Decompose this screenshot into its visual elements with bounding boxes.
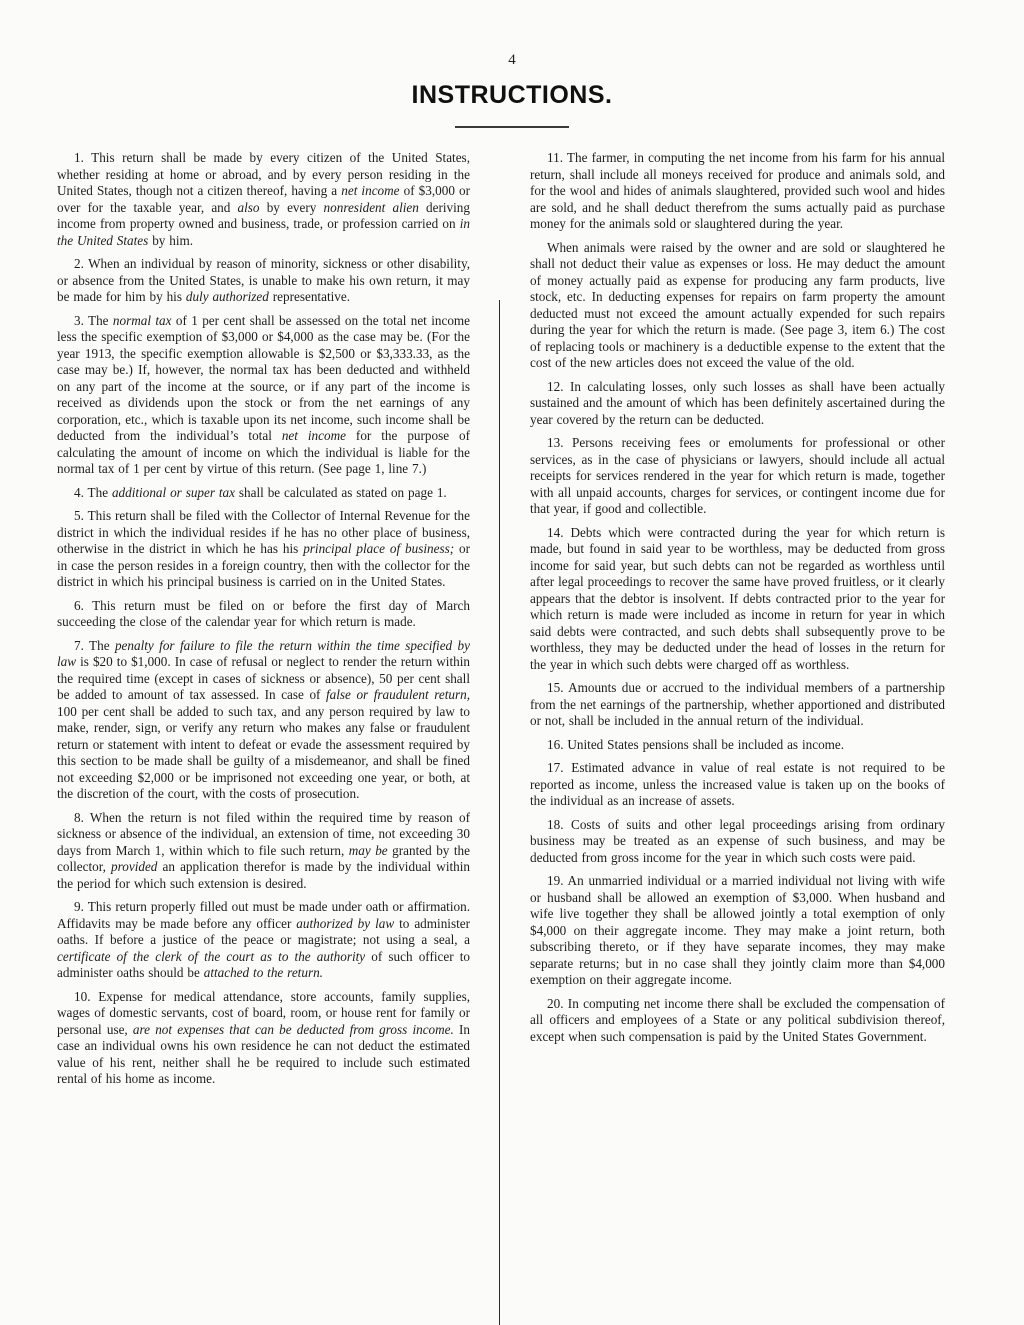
text-run: to administer oaths. If before a justice of the peace or magistrate; not using a seal, a [57,915,470,947]
text-run: 4. The [74,484,112,500]
text-run: 10. Expense for medical attendance, store accounts, family supplies, wages of domestic servants, cost of board, room, or house rent for family or personal use, [57,988,470,1037]
paragraph [57,508,470,591]
text-run: 7. The [74,637,115,653]
paragraph [530,525,945,674]
italic-text-run: additional or super tax [111,484,236,500]
paragraph [57,485,470,502]
paragraph [57,598,470,631]
text-run: by him. [148,232,194,248]
paragraph [57,638,470,803]
italic-text-run: false or fraudulent return, [325,687,470,702]
text-run: 19. An unmarried individual or a married individual not living with wife or husband shall be allowed an exemption of $3,000. When husband and wife live together they shall be allowed jointly a total exemption of only $4,000 on their aggregate income. They may make a joint return, both subscribing thereto, or if they have separate incomes, they may make separate returns; but in no case shall they jointly claim more than $4,000 exemption on their aggregate income. [530,873,945,987]
italic-text-run: authorized by law [296,915,395,931]
text-run: 12. In calculating losses, only such losses as shall have been actually sustained and the amount of which has been definitely ascertained during the year covered by the return can be deducted. [530,378,945,427]
page-title: INSTRUCTIONS. [411,81,613,109]
paragraph [530,379,945,429]
paragraph [530,150,945,233]
text-run: 18. Costs of suits and other legal proceedings arising from ordinary business may be treated as an expense of such business, and may be deducted from gross income for the year in which such costs were paid. [530,816,945,865]
text-run: 100 per cent shall be added to such tax, and any person required by law to make, render, sign, or verify any return who makes any false or fraudulent return or statement with intent to defeat or evade the assessment required by this section to be made shall be guilty of a misdemeanor, and shall be fined not exceeding $2,000 or be imprisoned not exceeding one year, or both, at the discretion of the court, with the costs of prosecution. [57,703,470,801]
text-run: of such officer to administer oaths should be [57,948,470,980]
text-run: 17. Estimated advance in value of real estate is not required to be reported as income, unless the increased value is taken up on the books of the individual as an increase of assets. [530,760,945,808]
two-column-body [0,150,1024,1095]
right-column [530,150,945,1052]
text-run: 11. The farmer, in computing the net income from his farm for his annual return, shall include all moneys received for produce and animals sold, and for the wool and hides of animals slaughtered, provided such wool and hides are sold, and he shall deduct therefrom the sums actually paid as purchase money for the animals sold or slaughtered during the year. [530,150,945,231]
italic-text-run: certificate of the clerk of the court as to the authority [57,948,366,964]
text-run: shall be calculated as stated on page 1. [235,484,447,500]
text-run: or in case the person resides in a foreign country, then with the collector for the district in which his principal business is carried on in the United States. [57,541,471,589]
italic-text-run: net income [281,428,346,443]
italic-text-run: nonresident alien [323,199,419,215]
text-run: 1. This return shall be made by every citizen of the United States, whether residing at home or abroad, and by every person residing in the United States, though not a citizen thereof, having a [57,150,470,198]
text-run: is $20 to $1,000. In case of refusal or neglect to render the return within the required time (except in cases of sickness or absence), 50 per cent shall be added to amount of tax assessed. In case of [57,654,470,702]
paragraph [57,810,470,893]
text-run: 20. In computing net income there shall be excluded the compensation of all officers and employees of a State or any political subdivision thereof, except when such compensation is paid by the United States Government. [530,995,945,1044]
text-run: When animals were raised by the owner and are sold or slaughtered he shall not deduct their value as expenses or loss. He may deduct the amount of money actually paid as expense for producing any farm products, live stock, etc. In deducting expenses for repairs on farm property the amount deducted must not exceed the amount actually expended for such repairs during the year for which the return is made. (See page 3, item 6.) The cost of replacing tools or machinery is a deductible expense to the extent that the cost of the new articles does not exceed the value of the old. [530,239,945,370]
paragraph [530,737,945,754]
paragraph [57,899,470,982]
italic-text-run: duly authorized [185,289,269,304]
text-run: 16. United States pensions shall be included as income. [547,736,845,752]
paragraph [530,817,945,867]
italic-text-run: in the United States [57,216,470,248]
paragraph [530,760,945,810]
italic-text-run: penalty for failure to file the return within the time specified by law [57,637,470,669]
text-run: 2. When an individual by reason of minority, sickness or other disability, or absence from the United States, is unable to make his own return, it may be made for him by his [57,256,470,304]
text-run: granted by the collector, [57,842,470,874]
text-run: 5. This return shall be filed with the Collector of Internal Revenue for the district in which the individual resides if he has no other place of business, otherwise in the district in which he has his [57,508,470,556]
title-rule [455,126,569,128]
paragraph [530,240,945,372]
text-run: 13. Persons receiving fees or emoluments for professional or other services, as in the case of physicians or lawyers, should include all actual receipts for services rendered in the year for which return is made, together with all unpaid accounts, charges for services, or contingent income due for that year, if good and collectible. [530,435,945,516]
text-run: deriving income from property owned and business, trade, or profession carried on [57,199,470,231]
paragraph [57,150,470,249]
paragraph [530,996,945,1046]
italic-text-run: attached to the return. [203,965,323,980]
text-run: an application therefor is made by the individual within the period for which such extension is desired. [57,859,470,891]
text-run: 15. Amounts due or accrued to the individual members of a partnership from the net earnings of the partnership, whether apportioned and distributed or not, shall be included in the annual return of the individual. [530,680,945,728]
text-run: for the purpose of calculating the amount of income on which the individual is liable for the normal tax of 1 per cent by virtue of this return. (See page 1, line 7.) [57,428,471,476]
text-run: representative. [268,289,351,304]
text-run: of 1 per cent shall be assessed on the total net income less the specific exemption of $3,000 or $4,000 as the case may be. (For the year 1913, the specific exemption allowable is $2,500 or $3,333.33, as the case may be.) If, however, the normal tax has been deducted and withheld on any part of the income at the source, or if any part of the income is received as dividends upon the stock or from the net earnings of any corporation, etc., which is taxable upon its net income, such income shall be deducted from the individual’s total [57,312,471,443]
paragraph [57,989,470,1088]
text-run: 6. This return must be filed on or before the first day of March succeeding the close of the calendar year for which return is made. [57,597,470,629]
text-run: 14. Debts which were contracted during the year for which return is made, but found in said year to be worthless, may be deducted from gross income for said year, but such debts can not be regarded as worthless until after legal proceedings to recover the same have proved fruitless, or it clearly appears that the debtor is insolvent. If debts contracted prior to the year for which return is made were included as income in return for year in which said debts were contracted, and such debts shall subsequently prove to be worthless, they may be deducted under the head of losses in the return for the year in which such debts were charged off as worthless. [530,524,945,672]
left-column [57,150,470,1095]
paragraph [530,873,945,989]
text-run: of $3,000 or over for the taxable year, and [57,183,470,215]
italic-text-run: provided [111,859,158,874]
paragraph [57,313,470,478]
text-run: 8. When the return is not filed within the required time by reason of sickness or absence of the individual, an extension of time, not exceeding 30 days from March 1, within which to file such return, [57,809,470,858]
italic-text-run: may be [348,842,388,858]
italic-text-run: also [237,199,260,215]
paragraph [530,435,945,518]
text-run: by every [259,199,324,215]
italic-text-run: net income [341,183,400,198]
text-run: 3. The [74,312,113,328]
page-number: 4 [508,52,516,68]
column-divider-rule [499,300,500,1325]
paragraph [530,680,945,730]
italic-text-run: normal tax [112,312,172,328]
text-run: 9. This return properly filled out must be made under oath or affirmation. Affidavits may be made before any officer [57,899,470,931]
italic-text-run: are not expenses that can be deducted from gross income. [132,1021,454,1037]
italic-text-run: principal place of business; [303,541,455,556]
text-run: In case an individual owns his own residence he can not deduct the estimated value of his rent, neither shall he be required to include such estimated rental of his home as income. [57,1021,470,1086]
paragraph [57,256,470,306]
